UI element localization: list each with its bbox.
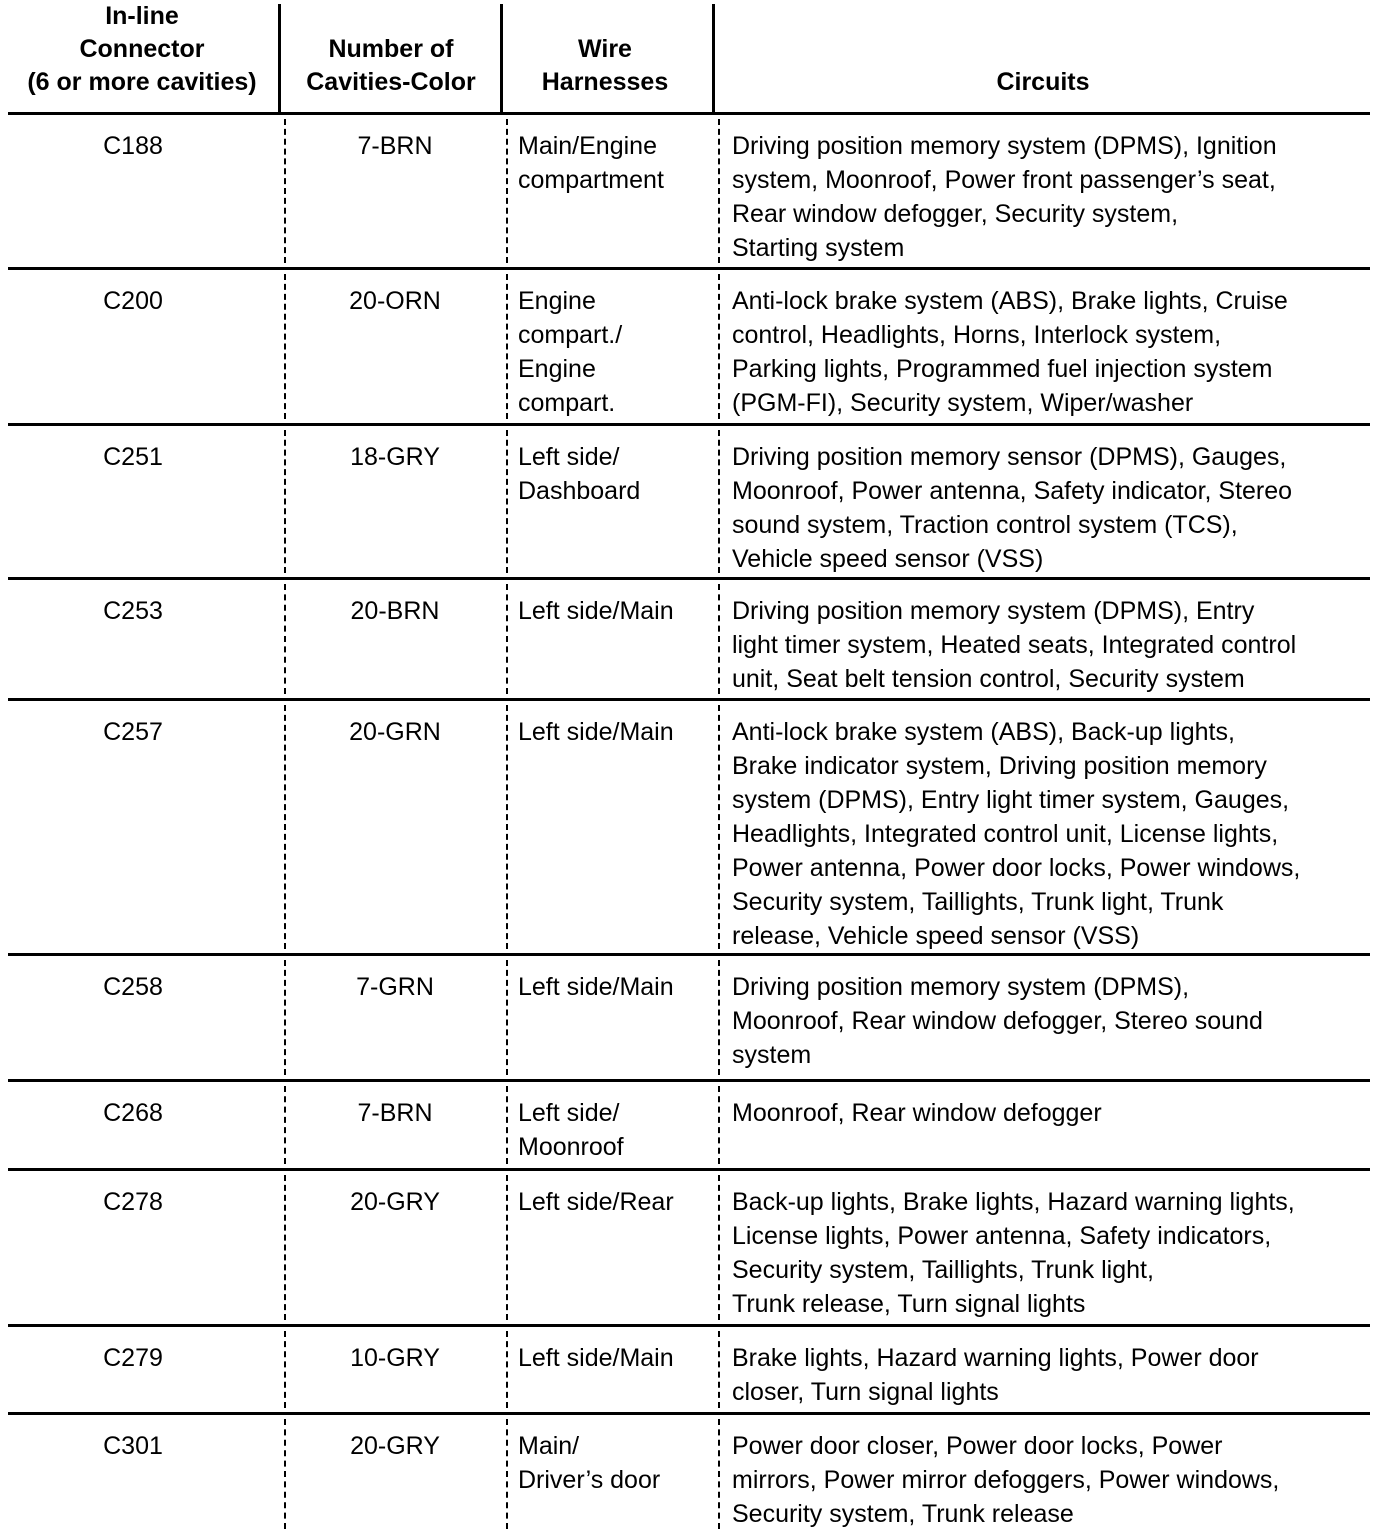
connector-id: C268 <box>103 1099 163 1127</box>
wire-harnesses: Left side/Main <box>518 973 674 1001</box>
table-row <box>8 580 1370 701</box>
column-divider <box>718 430 720 573</box>
wire-harnesses: Main/ Driver’s door <box>518 1432 661 1494</box>
table-row <box>8 1171 1370 1327</box>
wire-harnesses: Left side/Main <box>518 718 674 746</box>
cavities-color: 18-GRY <box>350 443 440 471</box>
cavities-color: 20-GRY <box>350 1188 440 1216</box>
connector-id: C278 <box>103 1188 163 1216</box>
header-circuits: Circuits <box>996 68 1090 96</box>
column-divider <box>718 1086 720 1164</box>
column-divider <box>718 274 720 419</box>
table-row <box>8 270 1370 426</box>
table-row <box>8 701 1370 956</box>
circuits: Driving position memory sensor (DPMS), Gauges, Moonroof, Power antenna, Safety indicator, Stereo sound system, Traction control system (TCS), Vehicle speed sensor (VSS) <box>732 443 1293 573</box>
cavities-color: 10-GRY <box>350 1344 440 1372</box>
connector-id: C257 <box>103 718 163 746</box>
connector-id: C258 <box>103 973 163 1001</box>
header-divider <box>278 4 281 112</box>
column-divider <box>718 1175 720 1320</box>
table-row <box>8 1082 1370 1171</box>
connector-id: C188 <box>103 132 163 160</box>
circuits: Moonroof, Rear window defogger <box>732 1099 1102 1127</box>
wire-harnesses: Main/Engine compartment <box>518 132 664 194</box>
header-cavities: Number of Cavities-Color <box>306 35 476 96</box>
connector-id: C279 <box>103 1344 163 1372</box>
cavities-color: 20-GRY <box>350 1432 440 1460</box>
table-row <box>8 956 1370 1082</box>
cavities-color: 7-BRN <box>357 1099 433 1127</box>
circuits: Anti-lock brake system (ABS), Brake lights, Cruise control, Headlights, Horns, Interlock system, Parking lights, Programmed fuel injection system (PGM-FI), Security system, Wiper/washer <box>732 287 1288 417</box>
circuits: Driving position memory system (DPMS), Moonroof, Rear window defogger, Stereo sound system <box>732 973 1263 1069</box>
cavities-color: 7-GRN <box>356 973 434 1001</box>
column-divider <box>718 119 720 263</box>
circuits: Brake lights, Hazard warning lights, Power door closer, Turn signal lights <box>732 1344 1259 1406</box>
table-row <box>8 1327 1370 1415</box>
cavities-color: 20-ORN <box>349 287 441 315</box>
header-divider <box>500 4 503 112</box>
wire-harnesses: Engine compart./ Engine compart. <box>518 287 623 417</box>
column-divider <box>718 584 720 694</box>
connector-id: C251 <box>103 443 163 471</box>
circuits: Driving position memory system (DPMS), Entry light timer system, Heated seats, Integrated control unit, Seat belt tension control, Security system <box>732 597 1297 693</box>
cavities-color: 7-BRN <box>357 132 433 160</box>
wire-harnesses: Left side/ Dashboard <box>518 443 641 505</box>
circuits: Anti-lock brake system (ABS), Back-up lights, Brake indicator system, Driving position memory system (DPMS), Entry light timer system, Gauges, Headlights, Integrated control unit, License lights, Power antenna, Power door locks, Power windows, Security system, Taillights, Trunk light, Trunk release, Vehicle speed sensor (VSS) <box>732 718 1301 950</box>
wire-harnesses: Left side/ Moonroof <box>518 1099 624 1161</box>
cavities-color: 20-GRN <box>349 718 441 746</box>
table-row <box>8 115 1370 270</box>
table-row <box>8 1415 1370 1533</box>
connector-id: C253 <box>103 597 163 625</box>
cavities-color: 20-BRN <box>350 597 440 625</box>
table-row <box>8 426 1370 580</box>
circuits: Driving position memory system (DPMS), Ignition system, Moonroof, Power front passenger’s seat, Rear window defogger, Security system, Starting system <box>732 132 1277 262</box>
connector-id: C301 <box>103 1432 163 1460</box>
circuits: Power door closer, Power door locks, Power mirrors, Power mirror defoggers, Power windows, Security system, Trunk release <box>732 1432 1280 1528</box>
table-header <box>8 0 1370 115</box>
connector-table <box>8 0 1370 1533</box>
column-divider <box>718 1419 720 1529</box>
wire-harnesses: Left side/Main <box>518 1344 674 1372</box>
header-divider <box>712 4 715 112</box>
wire-harnesses: Left side/Main <box>518 597 674 625</box>
column-divider <box>718 1331 720 1408</box>
connector-id: C200 <box>103 287 163 315</box>
circuits: Back-up lights, Brake lights, Hazard warning lights, License lights, Power antenna, Safety indicators, Security system, Taillights, Trunk light, Trunk release, Turn signal lights <box>732 1188 1295 1318</box>
wire-harnesses: Left side/Rear <box>518 1188 674 1216</box>
column-divider <box>718 705 720 949</box>
header-harnesses: Wire Harnesses <box>541 35 669 96</box>
column-divider <box>718 960 720 1075</box>
header-connector: In-line Connector (6 or more cavities) <box>27 2 257 96</box>
